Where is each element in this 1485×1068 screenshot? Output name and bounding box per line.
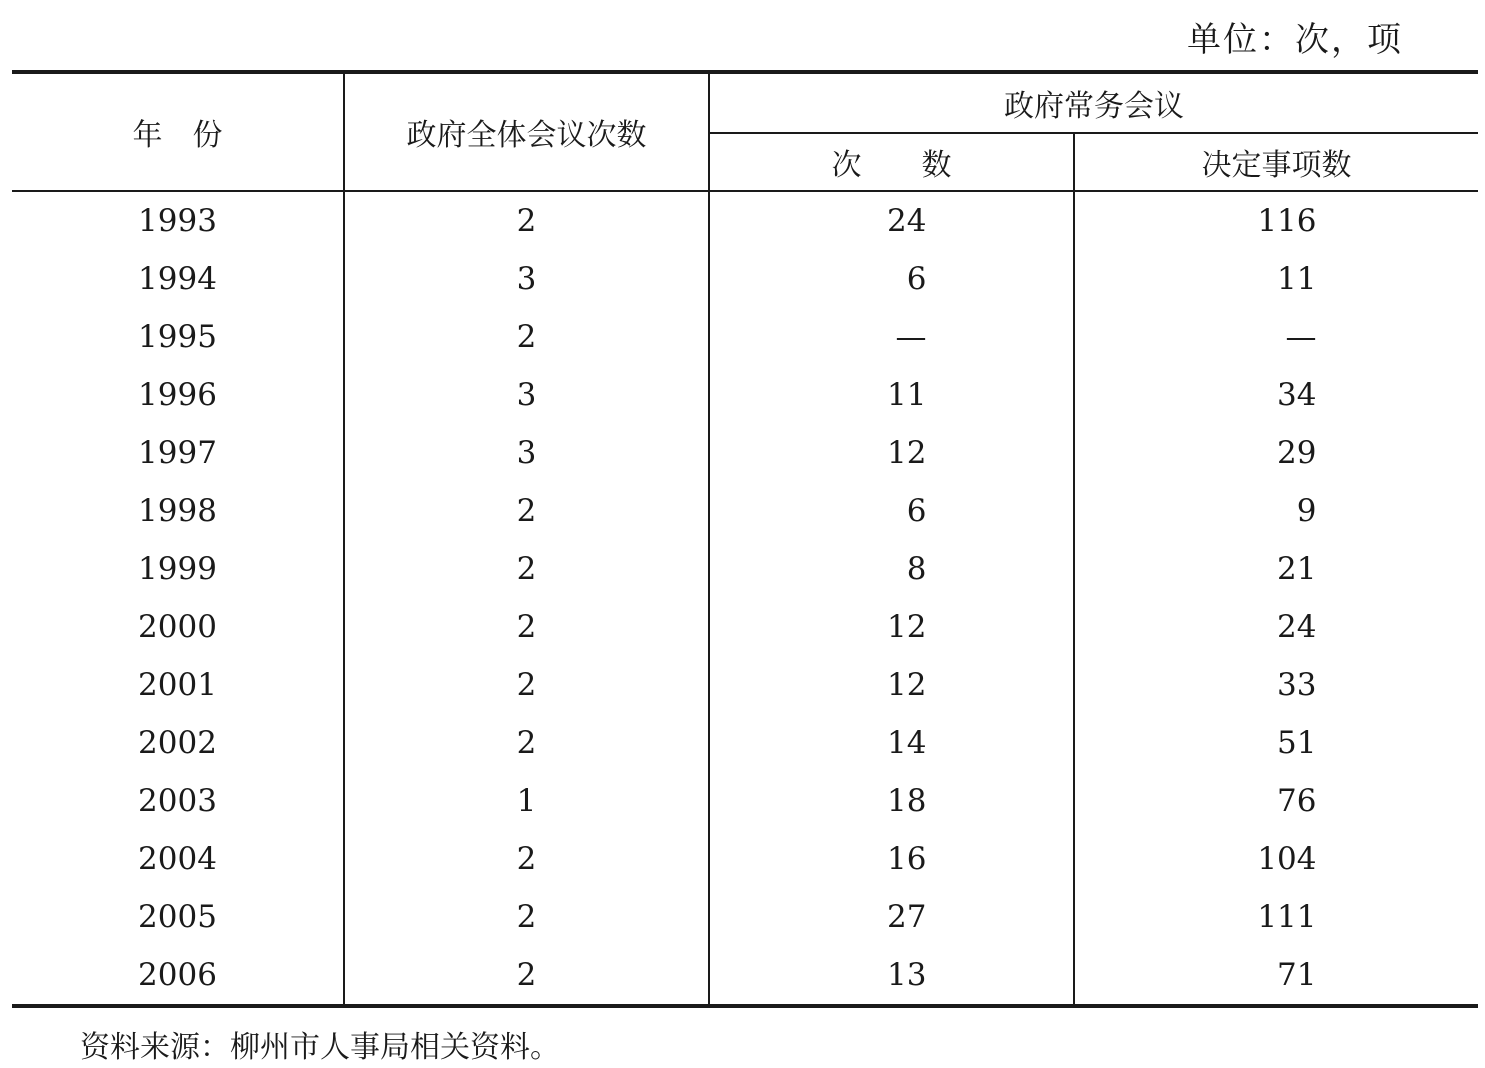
year-cell <box>12 540 344 598</box>
executive-count-cell <box>709 946 1074 1006</box>
table-row <box>12 888 1478 946</box>
year-cell <box>12 946 344 1006</box>
year-cell <box>12 308 344 366</box>
table-row <box>12 424 1478 482</box>
year-value: 2006 <box>138 957 217 993</box>
plenary-count-value: 3 <box>516 435 537 471</box>
year-value: 2000 <box>138 609 217 645</box>
meetings-table <box>12 70 1478 1008</box>
year-cell <box>12 191 344 250</box>
executive-items-cell <box>1074 714 1478 772</box>
year-value: 2002 <box>138 725 217 761</box>
year-value: 2001 <box>138 667 217 703</box>
table-body <box>12 191 1478 1006</box>
executive-items-value: 24 <box>1277 609 1317 645</box>
year-cell <box>12 830 344 888</box>
executive-count-value: 12 <box>887 435 927 471</box>
plenary-count-value: 2 <box>516 551 537 587</box>
executive-items-cell <box>1074 888 1478 946</box>
plenary-count-cell <box>344 424 709 482</box>
unit-note: 单位：次，项 <box>1187 20 1403 60</box>
executive-items-value: 34 <box>1277 377 1317 413</box>
year-cell <box>12 366 344 424</box>
executive-items-cell <box>1074 830 1478 888</box>
year-value: 1997 <box>138 435 217 471</box>
executive-items-value: 76 <box>1277 783 1317 819</box>
table-row <box>12 250 1478 308</box>
year-cell <box>12 598 344 656</box>
executive-items-cell <box>1074 946 1478 1006</box>
header-executive-items: 决定事项数 <box>1074 133 1478 191</box>
plenary-count-cell <box>344 250 709 308</box>
plenary-count-cell <box>344 366 709 424</box>
executive-count-value: 18 <box>887 783 927 819</box>
plenary-count-value: 2 <box>516 319 537 355</box>
executive-count-value: 12 <box>887 609 927 645</box>
executive-count-value: 11 <box>887 377 927 413</box>
year-value: 1994 <box>138 261 217 297</box>
plenary-count-cell <box>344 714 709 772</box>
table-row <box>12 366 1478 424</box>
table-row <box>12 191 1478 250</box>
executive-count-value: 6 <box>906 493 927 529</box>
plenary-count-cell <box>344 598 709 656</box>
executive-count-cell <box>709 598 1074 656</box>
executive-count-value: 16 <box>887 841 927 877</box>
plenary-count-value: 1 <box>516 783 537 819</box>
executive-count-cell <box>709 714 1074 772</box>
table-row <box>12 772 1478 830</box>
executive-items-cell <box>1074 191 1478 250</box>
plenary-count-value: 2 <box>516 725 537 761</box>
table-row <box>12 482 1478 540</box>
year-value: 2003 <box>138 783 217 819</box>
executive-items-value: 9 <box>1296 493 1317 529</box>
header-plenary-count: 政府全体会议次数 <box>344 72 709 191</box>
plenary-count-cell <box>344 830 709 888</box>
year-cell <box>12 714 344 772</box>
year-value: 1996 <box>138 377 217 413</box>
executive-items-value: 116 <box>1257 203 1317 239</box>
table-row <box>12 308 1478 366</box>
executive-items-cell <box>1074 540 1478 598</box>
table-row <box>12 598 1478 656</box>
executive-count-value: 12 <box>887 667 927 703</box>
executive-items-value: — <box>1285 319 1317 355</box>
plenary-count-value: 2 <box>516 609 537 645</box>
executive-items-cell <box>1074 250 1478 308</box>
executive-items-cell <box>1074 772 1478 830</box>
table-header <box>12 72 1478 191</box>
executive-count-cell <box>709 482 1074 540</box>
table-row <box>12 714 1478 772</box>
plenary-count-value: 2 <box>516 493 537 529</box>
plenary-count-value: 3 <box>516 377 537 413</box>
executive-items-cell <box>1074 366 1478 424</box>
executive-count-value: 27 <box>887 899 927 935</box>
executive-items-value: 33 <box>1277 667 1317 703</box>
executive-count-value: — <box>895 319 927 355</box>
plenary-count-value: 2 <box>516 899 537 935</box>
plenary-count-cell <box>344 888 709 946</box>
header-year: 年 份 <box>12 72 344 191</box>
plenary-count-cell <box>344 308 709 366</box>
executive-items-cell <box>1074 424 1478 482</box>
year-value: 2005 <box>138 899 217 935</box>
executive-items-value: 51 <box>1277 725 1317 761</box>
year-value: 1999 <box>138 551 217 587</box>
plenary-count-cell <box>344 656 709 714</box>
executive-items-cell <box>1074 308 1478 366</box>
table-row <box>12 540 1478 598</box>
plenary-count-cell <box>344 482 709 540</box>
executive-items-value: 11 <box>1277 261 1317 297</box>
table-row <box>12 946 1478 1006</box>
header-executive-count: 次 数 <box>709 133 1074 191</box>
executive-items-value: 21 <box>1277 551 1317 587</box>
executive-count-value: 8 <box>906 551 927 587</box>
executive-count-value: 6 <box>906 261 927 297</box>
executive-count-cell <box>709 366 1074 424</box>
year-cell <box>12 772 344 830</box>
executive-count-cell <box>709 250 1074 308</box>
header-executive-group: 政府常务会议 <box>709 72 1478 133</box>
plenary-count-value: 3 <box>516 261 537 297</box>
plenary-count-cell <box>344 540 709 598</box>
executive-items-cell <box>1074 598 1478 656</box>
year-cell <box>12 656 344 714</box>
executive-count-value: 24 <box>887 203 927 239</box>
table-row <box>12 656 1478 714</box>
table-row <box>12 830 1478 888</box>
plenary-count-value: 2 <box>516 667 537 703</box>
year-cell <box>12 250 344 308</box>
year-value: 1998 <box>138 493 217 529</box>
year-value: 2004 <box>138 841 217 877</box>
executive-items-cell <box>1074 482 1478 540</box>
executive-count-cell <box>709 656 1074 714</box>
executive-count-cell <box>709 888 1074 946</box>
executive-items-value: 111 <box>1257 899 1317 935</box>
executive-items-cell <box>1074 656 1478 714</box>
year-cell <box>12 888 344 946</box>
year-value: 1993 <box>138 203 217 239</box>
source-note: 资料来源：柳州市人事局相关资料。 <box>80 1030 560 1065</box>
year-cell <box>12 482 344 540</box>
year-value: 1995 <box>138 319 217 355</box>
plenary-count-value: 2 <box>516 203 537 239</box>
executive-count-cell <box>709 830 1074 888</box>
executive-items-value: 104 <box>1257 841 1317 877</box>
plenary-count-cell <box>344 772 709 830</box>
plenary-count-value: 2 <box>516 957 537 993</box>
executive-count-cell <box>709 308 1074 366</box>
executive-count-cell <box>709 191 1074 250</box>
plenary-count-cell <box>344 191 709 250</box>
executive-count-value: 14 <box>887 725 927 761</box>
executive-count-cell <box>709 540 1074 598</box>
year-cell <box>12 424 344 482</box>
executive-count-value: 13 <box>887 957 927 993</box>
executive-count-cell <box>709 424 1074 482</box>
plenary-count-cell <box>344 946 709 1006</box>
executive-items-value: 71 <box>1277 957 1317 993</box>
executive-items-value: 29 <box>1277 435 1317 471</box>
plenary-count-value: 2 <box>516 841 537 877</box>
executive-count-cell <box>709 772 1074 830</box>
